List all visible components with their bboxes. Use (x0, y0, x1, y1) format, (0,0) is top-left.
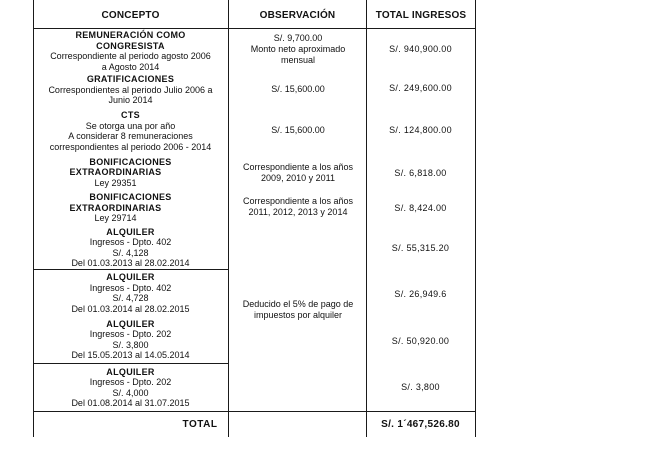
observation-line: impuestos por alquiler (253, 310, 343, 320)
grand-total-label: TOTAL (182, 418, 218, 430)
observation-line: Monto neto aproximado (250, 44, 346, 54)
concept-bonificaciones-29714 (33, 190, 228, 226)
header-total-ingresos: TOTAL INGRESOS (375, 9, 467, 21)
concept-title: ALQUILER (106, 318, 155, 329)
observation-cts (229, 125, 367, 136)
concept-detail: Correspondientes al periodo Julio 2006 a (48, 84, 213, 95)
concept-detail: S/. 3,800 (112, 339, 149, 350)
concept-alquiler-402-2014 (33, 270, 228, 316)
concept-detail: Ingresos - Dpto. 202 (89, 377, 172, 387)
concept-title: ALQUILER (106, 366, 155, 377)
concept-alquiler-402-2013 (33, 226, 228, 269)
concept-title: ALQUILER (106, 226, 155, 237)
concept-detail: Correspondiente al periodo agosto 2006 (50, 51, 211, 61)
observation-bonificaciones-1 (229, 162, 367, 184)
concept-detail: Ingresos - Dpto. 402 (89, 282, 172, 293)
concept-detail: Del 01.03.2013 al 28.02.2014 (71, 258, 190, 268)
total-alquiler-1: S/. 55,315.20 (391, 243, 450, 253)
header-observacion: OBSERVACIÓN (259, 9, 336, 21)
concept-title: ALQUILER (106, 272, 155, 282)
concept-title: BONIFICACIONES (89, 156, 172, 167)
concept-detail: S/. 4,728 (112, 293, 149, 303)
observation-remuneracion (229, 33, 367, 66)
concept-detail: Junio 2014 (108, 95, 153, 106)
concept-alquiler-202-2013 (33, 316, 228, 363)
total-alquiler-2: S/. 26,949.6 (394, 289, 447, 299)
concept-title: BONIFICACIONES (89, 192, 172, 203)
grand-total-value: S/. 1´467,526.80 (381, 418, 460, 430)
concept-cts (33, 108, 228, 154)
total-gratificaciones: S/. 249,600.00 (389, 83, 452, 93)
concept-detail: Del 15.05.2013 al 14.05.2014 (71, 350, 190, 360)
concept-bonificaciones-29351 (33, 155, 228, 190)
concept-detail: Ley 29714 (94, 213, 137, 224)
observation-bonificaciones-2 (229, 196, 367, 218)
concept-detail: Ingresos - Dpto. 402 (89, 237, 172, 247)
observation-gratificaciones (229, 84, 367, 95)
border-right (475, 0, 476, 437)
concept-title: GRATIFICACIONES (86, 74, 175, 85)
total-cts: S/. 124,800.00 (389, 125, 452, 135)
concept-title: REMUNERACIÓN COMO (75, 30, 186, 40)
observation-line: Correspondiente a los años (242, 196, 354, 206)
total-bonificaciones-1: S/. 6,818.00 (394, 168, 447, 178)
observation-line: S/. 15,600.00 (271, 84, 325, 94)
total-alquiler-3: S/. 50,920.00 (391, 336, 450, 346)
observation-line: S/. 9,700.00 (273, 33, 323, 43)
concept-detail: S/. 4,000 (112, 387, 149, 398)
concept-detail: A considerar 8 remuneraciones (68, 131, 193, 141)
concept-detail: Se otorga una por año (85, 120, 176, 131)
concept-detail: S/. 4,128 (112, 247, 149, 258)
concept-detail: a Agosto 2014 (101, 61, 160, 72)
concept-detail: Ingresos - Dpto. 202 (89, 329, 172, 339)
concept-detail: correspondientes al periodo 2006 - 2014 (49, 141, 212, 152)
concept-detail: Del 01.08.2014 al 31.07.2015 (71, 398, 190, 408)
total-remuneracion: S/. 940,900.00 (389, 44, 452, 54)
concept-detail: Ley 29351 (94, 177, 137, 188)
concept-alquiler-202-2014 (33, 364, 228, 411)
observation-line: Correspondiente a los años (242, 162, 354, 172)
observation-line: 2011, 2012, 2013 y 2014 (248, 207, 348, 217)
observation-line: S/. 15,600.00 (271, 125, 325, 135)
concept-remuneracion (33, 29, 228, 73)
concept-gratificaciones (33, 73, 228, 107)
concept-title: EXTRAORDINARIAS (69, 167, 162, 178)
concept-title: EXTRAORDINARIAS (69, 202, 162, 213)
concept-title: CONGRESISTA (96, 40, 165, 51)
header-concepto: CONCEPTO (101, 9, 160, 21)
observation-line: 2009, 2010 y 2011 (261, 173, 335, 183)
total-bonificaciones-2: S/. 8,424.00 (394, 203, 447, 213)
observation-line: mensual (280, 55, 316, 65)
concept-title: CTS (121, 110, 140, 120)
observation-alquiler (229, 299, 367, 321)
observation-line: Deducido el 5% de pago de (242, 299, 354, 309)
total-alquiler-4: S/. 3,800 (401, 382, 440, 392)
concept-detail: Del 01.03.2014 al 28.02.2015 (71, 303, 190, 314)
